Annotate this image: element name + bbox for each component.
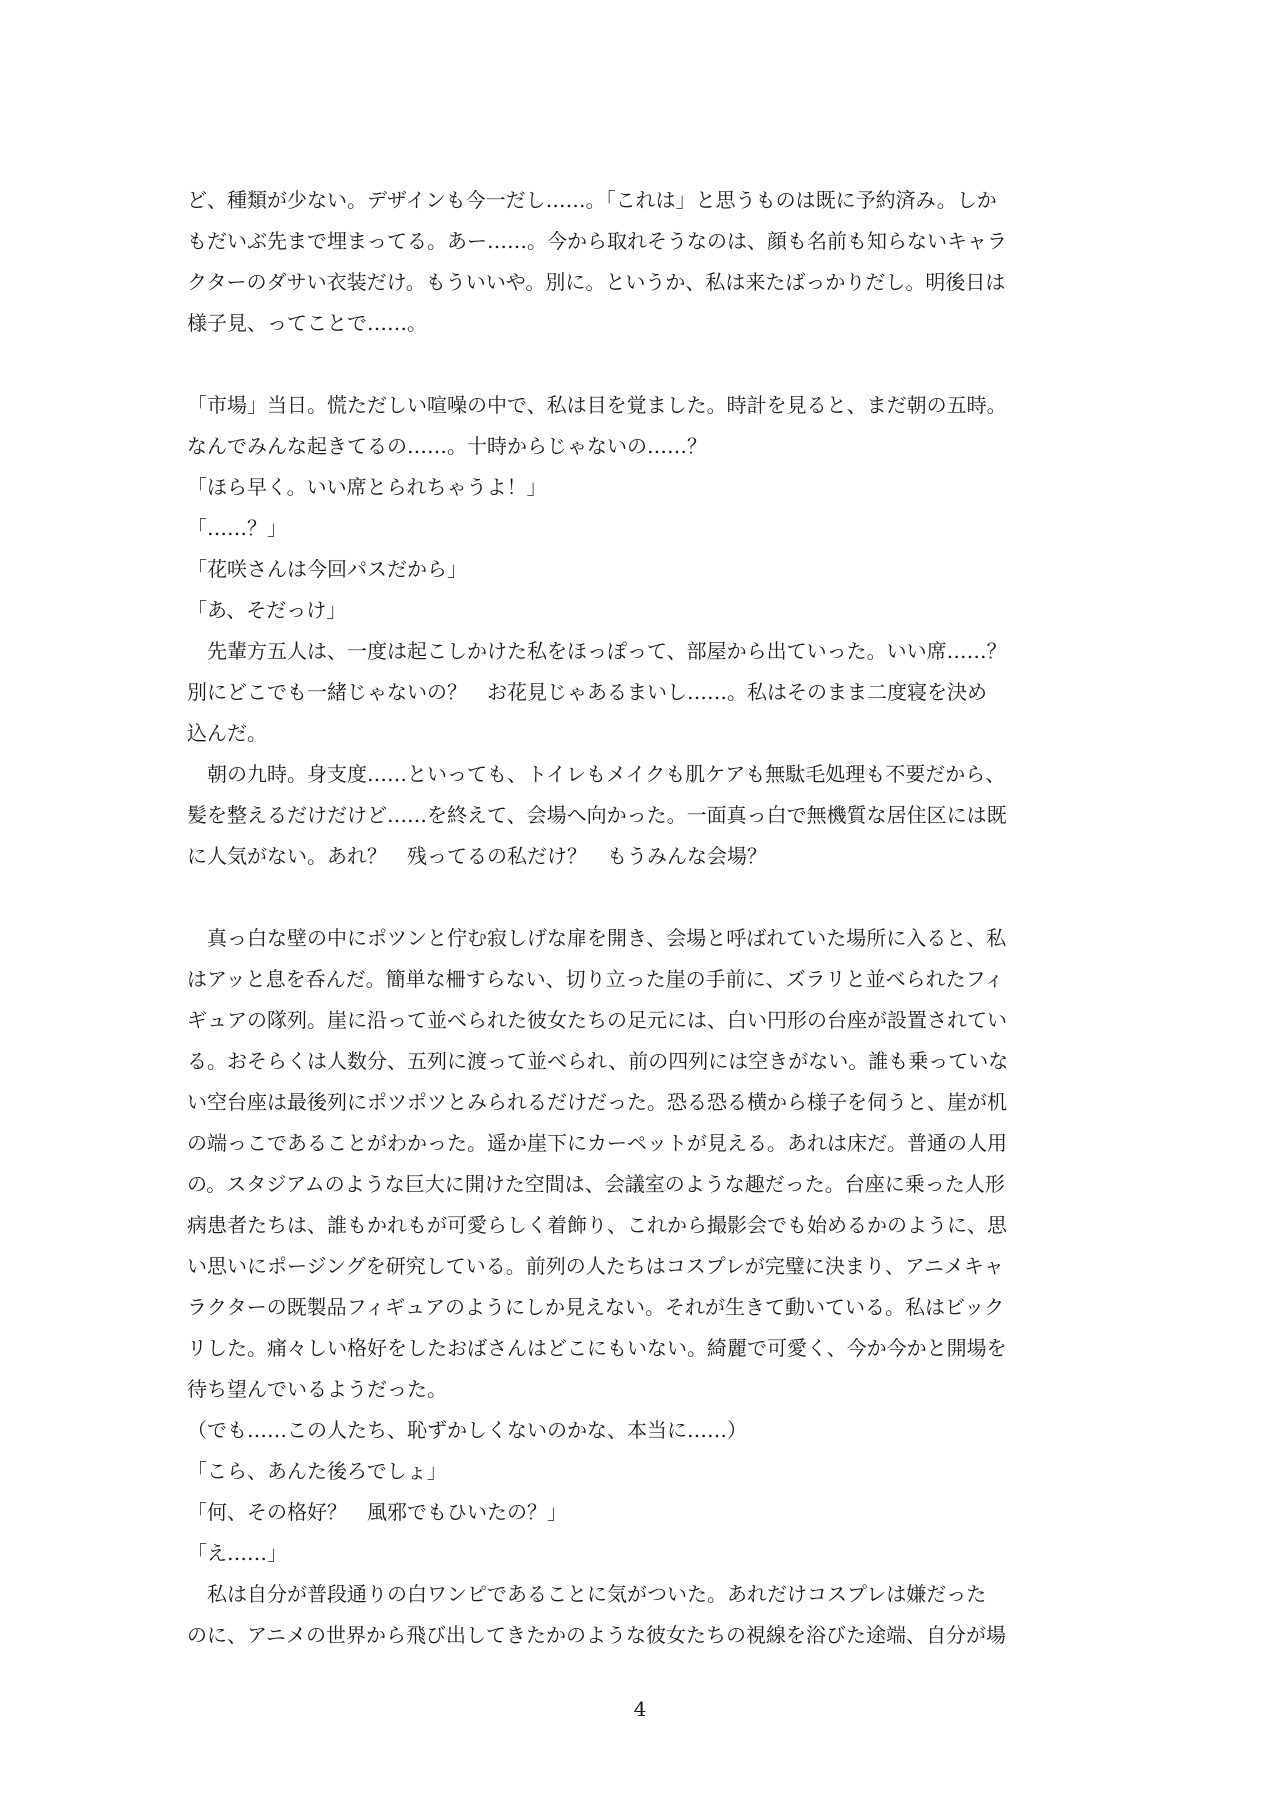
- text-line: 「ほら早く。いい席とられちゃうよ！」: [187, 475, 547, 499]
- text-line: 真っ白な壁の中にポツンと佇む寂しげな扉を開き、会場と呼ばれていた場所に入ると、私: [187, 926, 1007, 950]
- text-line: 「え……」: [187, 1541, 287, 1565]
- text-line: 込んだ。: [187, 721, 267, 745]
- text-line: 「あ、そだっけ」: [187, 598, 347, 622]
- text-line: 先輩方五人は、一度は起こしかけた私をほっぽって、部屋から出ていった。いい席……？: [187, 639, 1007, 663]
- text-line: の端っこであることがわかった。遥か崖下にカーペットが見える。あれは床だ。普通の人用: [187, 1131, 1007, 1155]
- text-line: 待ち望んでいるようだった。: [187, 1377, 447, 1401]
- text-line: ラクターの既製品フィギュアのようにしか見えない。それが生きて動いている。私はビック: [187, 1295, 1005, 1319]
- text-line: リした。痛々しい格好をしたおばさんはどこにもいない。綺麗で可愛く、今か今かと開場を: [187, 1336, 1007, 1360]
- text-line: はアッと息を呑んだ。簡単な柵すらない、切り立った崖の手前に、ズラリと並べられたフィ: [187, 967, 1004, 991]
- text-line: 「市場」当日。慌ただしい喧噪の中で、私は目を覚ました。時計を見ると、まだ朝の五時。: [187, 393, 1007, 417]
- page-number: 4: [633, 1697, 647, 1721]
- text-line: 「花咲さんは今回パスだから」: [187, 557, 467, 581]
- blank-line: [187, 877, 1107, 918]
- text-line: 朝の九時。身支度……といっても、トイレもメイクも肌ケアも無駄毛処理も不要だから、: [187, 762, 1006, 786]
- text-line: 私は自分が普段通りの白ワンピであることに気がついた。あれだけコスプレは嫌だった: [187, 1582, 987, 1606]
- text-line: ギュアの隊列。崖に沿って並べられた彼女たちの足元には、白い円形の台座が設置されてい: [187, 1008, 1007, 1032]
- blank-line: [187, 344, 1107, 385]
- text-line: 様子見、ってことで……。: [187, 311, 427, 335]
- text-line: 別にどこでも一緒じゃないの？ お花見じゃあるまいし……。私はそのまま二度寝を決め: [187, 680, 987, 704]
- text-line: に人気がない。あれ？ 残ってるの私だけ？ もうみんな会場？: [187, 844, 767, 868]
- text-line: る。おそらくは人数分、五列に渡って並べられ、前の四列には空きがない。誰も乗っていな: [187, 1049, 1009, 1073]
- text-line: クターのダサい衣装だけ。もういいや。別に。というか、私は来たばっかりだし。明後日は: [187, 270, 1006, 294]
- text-line: 「何、その格好？ 風邪でもひいたの？」: [187, 1500, 567, 1524]
- text-line: い思いにポージングを研究している。前列の人たちはコスプレが完璧に決まり、アニメキャ: [187, 1254, 1004, 1278]
- text-line: （でも……この人たち、恥ずかしくないのかな、本当に……）: [187, 1418, 747, 1442]
- text-line: 病患者たちは、誰もかれもが可愛らしく着飾り、これから撮影会でも始めるかのように、思: [187, 1213, 1007, 1237]
- body-text: [187, 180, 1107, 1656]
- text-line: もだいぶ先まで埋まってる。あー……。今から取れそうなのは、顔も名前も知らないキャラ: [187, 229, 1007, 253]
- text-line: ど、種類が少ない。デザインも今一だし……。「これは」と思うものは既に予約済み。しか: [187, 188, 997, 212]
- text-line: 「……？」: [187, 516, 287, 540]
- text-line: い空台座は最後列にポツポツとみられるだけだった。恐る恐る横から様子を伺うと、崖が机: [187, 1090, 1007, 1114]
- text-line: 髪を整えるだけだけど……を終えて、会場へ向かった。一面真っ白で無機質な居住区には既: [187, 803, 1007, 827]
- text-line: の。スタジアムのような巨大に開けた空間は、会議室のような趣だった。台座に乗った人形: [187, 1172, 1005, 1196]
- text-line: 「こら、あんた後ろでしょ」: [187, 1459, 447, 1483]
- text-line: なんでみんな起きてるの……。十時からじゃないの……？: [187, 434, 707, 458]
- text-line: のに、アニメの世界から飛び出してきたかのような彼女たちの視線を浴びた途端、自分が場: [187, 1623, 1006, 1647]
